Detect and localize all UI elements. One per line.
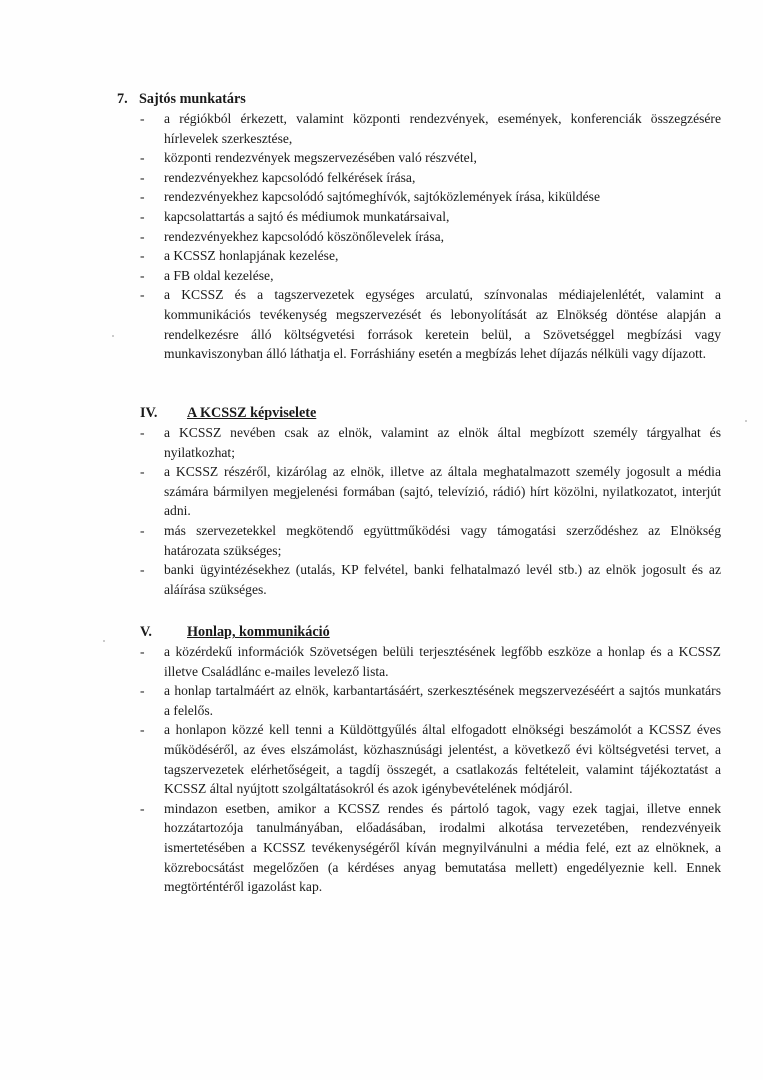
dash-bullet-icon: - [140, 722, 145, 738]
list-item [0, 642, 721, 681]
section-title: Sajtós munkatárs [139, 91, 246, 107]
list-item-text: rendezvényekhez kapcsolódó sajtómeghívók, sajtóközlemények írása, kiküldése [164, 189, 600, 205]
bullet-list [0, 642, 763, 897]
dash-bullet-icon: - [140, 683, 145, 699]
dash-bullet-icon: - [140, 522, 145, 538]
section-title: Honlap, kommunikáció [187, 624, 330, 640]
list-item-text: a KCSSZ és a tagszervezetek egységes arculatú, színvonalas médiajelenlétét, valamint a kommunikációs tevékenység megszervezését és lebonyolítását az Elnökség döntése alapján a rendelkezésre álló költségvetési források keretein belül, a Szövetséggel megbízási vagy munkaviszonyban álló láthatja el. Forráshiány esetén a megbízás lehet díjazás nélküli vagy díjazott. [164, 287, 721, 362]
list-item-text: a közérdekű információk Szövetségen belüli terjesztésének legfőbb eszköze a honlap és a KCSSZ illetve Családlánc e-mailes levelező lista. [164, 644, 721, 679]
section-number: IV. [140, 405, 158, 421]
list-item [0, 720, 721, 798]
dash-bullet-icon: - [140, 208, 145, 224]
bullet-list [0, 109, 763, 364]
list-item-text: a KCSSZ honlapjának kezelése, [164, 248, 339, 264]
list-item-text: a régiókból érkezett, valamint központi rendezvények, események, konferenciák összegzésére hírlevelek szerkesztése, [164, 111, 721, 146]
list-item-text: a honlap tartalmáért az elnök, karbantartásáért, szerkesztésének megszervezéséért a sajtós munkatárs a felelős. [164, 683, 721, 718]
list-item [0, 266, 721, 286]
dash-bullet-icon: - [140, 425, 145, 440]
dash-bullet-icon: - [140, 562, 145, 578]
list-item-text: mindazon esetben, amikor a KCSSZ rendes és pártoló tagok, vagy ezek tagjai, illetve ennek hozzátartozója tanulmányában, előadásában, irodalmi alkotása tervezetében, rendezvényeik ismertetésében a KCSSZ tevékenységéről kíván megnyilvánulni a média felé, ezt az elnöknek, a közrebocsátást megelőzően (a kérdéses anyag bemutatása mellett) engedélyeznie kell. Ennek megtörténtéről igazolást kap. [164, 800, 721, 895]
section-honlap-kommunikacio [0, 622, 763, 897]
list-item [0, 227, 721, 247]
section-number: 7. [117, 91, 128, 107]
section-title: A KCSSZ képviselete [187, 405, 317, 421]
list-item-text: központi rendezvények megszervezésében való részvétel, [164, 150, 477, 166]
list-item [0, 799, 721, 897]
dash-bullet-icon: - [140, 111, 145, 126]
section-sajtos-munkatars [0, 89, 763, 364]
list-item [0, 207, 721, 227]
section-heading [0, 89, 763, 109]
list-item [0, 148, 721, 168]
list-item-text: kapcsolattartás a sajtó és médiumok munkatársaival, [164, 208, 450, 224]
list-item [0, 521, 721, 560]
list-item-text: a honlapon közzé kell tenni a Küldöttgyűlés által elfogadott elnökségi beszámolót a KCSSZ éves működéséről, az éves elszámolást, közhasznúsági jelentést, a következő évi költségvetési tervet, a tagszervezetek elérhetőségeit, a tagdíj összegét, a csatlakozás feltételeit, valamint tájékoztatást a KCSSZ által nyújtott szolgáltatásokról és azok igénybevételének módjáról. [164, 722, 721, 797]
bullet-list [0, 423, 763, 599]
list-item-text: banki ügyintézésekhez (utalás, KP felvétel, banki felhatalmazó levél stb.) az elnök jogosult és az aláírása szükséges. [164, 562, 721, 597]
dash-bullet-icon: - [140, 169, 145, 185]
dash-bullet-icon: - [140, 150, 145, 166]
list-item [0, 246, 721, 266]
dash-bullet-icon: - [140, 464, 145, 480]
scan-speck [103, 640, 105, 642]
list-item-text: más szervezetekkel megkötendő együttműködési vagy támogatási szerződéshez az Elnökség határozata szükséges; [164, 522, 721, 558]
section-heading [0, 622, 763, 642]
section-heading [0, 403, 763, 423]
list-item [0, 168, 721, 188]
list-item-text: a KCSSZ nevében csak az elnök, valamint az elnök által megbízott személy tárgyalhat és nyilatkozhat; [164, 425, 721, 460]
list-item-text: rendezvényekhez kapcsolódó köszönőlevelek írása, [164, 228, 445, 244]
section-kcssz-kepviselete [0, 403, 763, 599]
dash-bullet-icon: - [140, 644, 145, 659]
dash-bullet-icon: - [140, 189, 145, 205]
section-number: V. [140, 624, 152, 640]
scan-speck [112, 335, 114, 337]
dash-bullet-icon: - [140, 228, 145, 244]
list-item [0, 423, 721, 462]
list-item [0, 109, 721, 148]
dash-bullet-icon: - [140, 800, 145, 816]
dash-bullet-icon: - [140, 287, 145, 303]
list-item-text: a FB oldal kezelése, [164, 267, 274, 283]
list-item [0, 681, 721, 720]
list-item [0, 560, 721, 599]
list-item [0, 285, 721, 363]
list-item [0, 187, 721, 207]
dash-bullet-icon: - [140, 267, 145, 283]
list-item-text: rendezvényekhez kapcsolódó felkérések írása, [164, 169, 416, 185]
dash-bullet-icon: - [140, 248, 145, 264]
scan-speck [745, 420, 747, 422]
list-item [0, 462, 721, 521]
list-item-text: a KCSSZ részéről, kizárólag az elnök, illetve az általa meghatalmazott személy jogosult a média számára bármilyen megjelenési formában (sajtó, televízió, rádió) hírt közölni, nyilatkozatot, interjút adni. [164, 464, 721, 519]
